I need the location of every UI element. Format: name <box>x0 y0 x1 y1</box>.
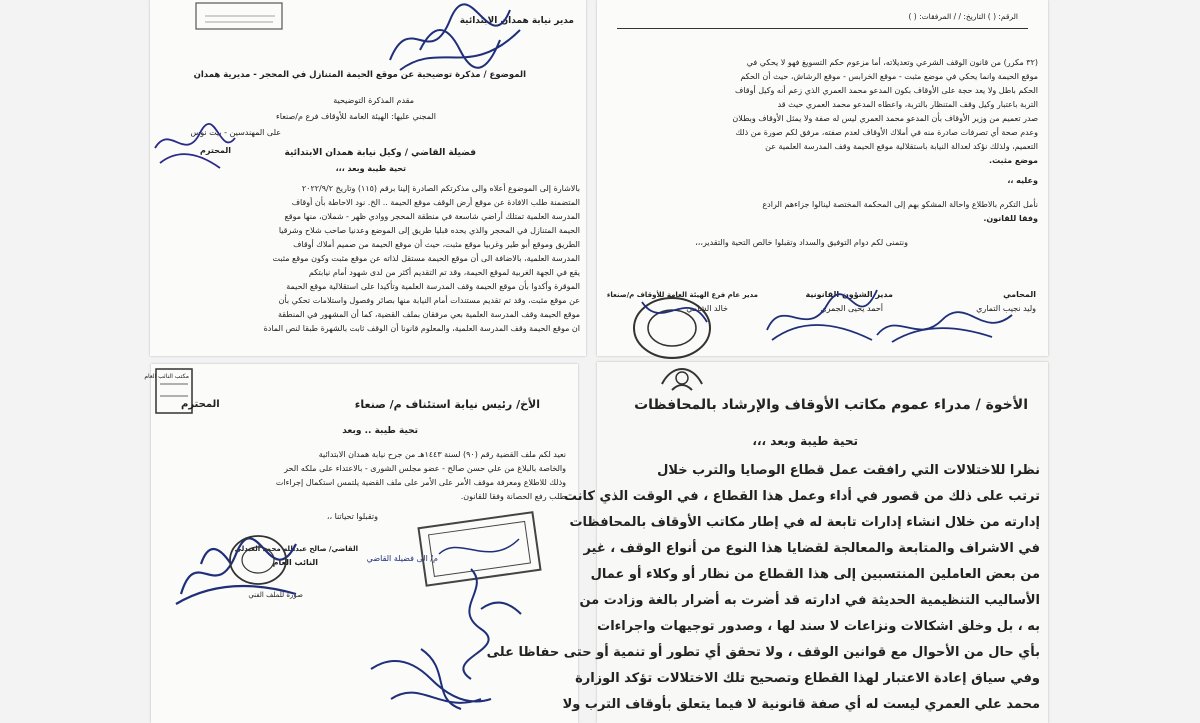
official-seal-stamp <box>223 530 293 590</box>
body-line: صدر تعميم من وزير الأوقاف بأن المدعو محمد العمري ليس له صفة ولا يمثل الأوقاف وبطلان <box>732 114 1038 123</box>
body-line: الموقرة وأكدوا بأن موقع الحيمة وقف المدرسة العلمية وتأكيدا على استقلالية موقع الحيمة <box>286 282 580 291</box>
greeting-line: تحية طيبة وبعد ،،، <box>752 434 858 448</box>
body-line: الحكم باطل ولا يعد حجة على الأوقاف بكون المدعو محمد العمري الذي زعم أنه وكيل أوقاف <box>735 86 1038 95</box>
body-line: المدرسة العلمية تمتلك أراضي شاسعة في منطقة المحجر ووادي ظهر - شملان، منها موقع <box>284 212 580 221</box>
signer-title: النائب العام <box>272 558 318 567</box>
emblem-icon <box>657 364 707 396</box>
body-line: إدارته من خلال انشاء إدارات تابعة له في إطار مكاتب الأوقاف بالمحافظات <box>569 515 1040 530</box>
header-reference-box <box>195 2 285 32</box>
respected-label: المحترم <box>200 146 231 155</box>
lawyer-name: وليد نجيب التماري <box>976 304 1036 313</box>
document-bottom-left <box>144 364 578 723</box>
signer-name: القاضي/ صالح عبدالله محمد العبدلي <box>234 545 358 553</box>
body-line: موضع مثبت. <box>989 156 1038 165</box>
document-top-right <box>597 0 1048 356</box>
body-line: نعيد لكم ملف القضية رقم (٩٠) لسنة ١٤٤٣هـ من جرح نيابة همدان الابتدائية <box>318 450 566 459</box>
body-line: عن موقع مثبت، وقد تم تقديم مستندات أمام النيابة منها بصائر وفصول واستلامات تحكي بأن <box>278 296 580 305</box>
respected-label: المحترم <box>181 399 220 410</box>
to-line: الأخ/ رئيس نيابة استئناف م/ صنعاء <box>354 398 540 411</box>
header-fields: الرقم: ( ) التاريخ: / / المرفقات: ( ) <box>908 12 1018 21</box>
lawyer-title: المحامي <box>1003 290 1036 299</box>
copy-to-line: صورة للملف الفني <box>248 591 303 599</box>
presenter-line: مقدم المذكرة التوضيحية <box>333 96 414 105</box>
handwritten-annotation <box>331 549 551 719</box>
body-line: وعدم صحة أي تصرفات صادرة منه في أملاك الأوقاف لعدم صفته، مرفق لكم صورة من ذلك <box>735 128 1038 137</box>
header-office: مدير نيابة همدان الابتدائية <box>459 16 574 26</box>
closing-line: وفقا للقانون. <box>983 214 1038 223</box>
greeting-line: تحية طيبة وبعد ،،، <box>335 164 406 173</box>
body-line: الحيمة المتنازل في المحجر والذي يحده قبليا طريق إلى الموضع وعدنيا صاحب شلاح وشرقيا <box>278 226 580 235</box>
body-line: طلب رفع الحصانة وفقا للقانون. <box>460 492 566 501</box>
handwritten-signature <box>150 118 240 178</box>
body-line: محمد علي العمري ليست له أي صفة قانونية لا فيما يتعلق بأوقاف الترب ولا <box>562 697 1040 712</box>
body-line: (٣٢ مكرر) من قانون الوقف الشرعي وتعديلاته، أما مزعوم حكم التسويغ فهو لا يحكي في <box>746 58 1038 67</box>
engineer-line: على المهندسين - بيت نوس <box>190 128 281 137</box>
subject-line: الموضوع / مذكرة توضيحية عن موقع الحيمة المتنازل في المحجر - مديرية همدان <box>193 70 526 80</box>
handwritten-signature <box>380 0 530 85</box>
body-line: وعليه ،، <box>1007 176 1038 185</box>
body-line: التربة باعتبار وكيل وقف المتنظار بالتربة، واعطاه المدعو محمد العمري حيث قد <box>777 100 1038 109</box>
body-line: موقع الحيمة وقف المدرسة العلمية بعي مرفقان بملف القضية، كما أن المشهور في المنطقة <box>277 310 580 319</box>
body-line: التعميم، ولذلك نؤكد لعدالة النيابة باستقلالية موقع الحيمة وقف المدرسة العلمية عن <box>765 142 1038 151</box>
body-line: يقع في الجهة الغربية لموقع الحيمة، وقد تم التقديم أكثر من لدى شهود أمام نيابتكم <box>308 268 580 277</box>
closing-line: وتقبلوا تحياتنا ،، <box>326 512 378 521</box>
body-line: به ، بل وخلق اشكالات ونزاعات لا سند لها ، وصدور توجيهات واجراءات <box>597 619 1040 634</box>
closing-line: نأمل التكرم بالاطلاع واحالة المشكو بهم إلى المحكمة المختصة لينالوا جزاءهم الرادع <box>762 200 1038 209</box>
body-line: المدرسة العلمية، بالاضافة الى أن موقع الحيمة مستقل لذاته عن موقع مثبت وكون موقع مثبت <box>272 254 580 263</box>
handwritten-signature <box>872 300 1022 350</box>
body-line: موقع الحيمة وانما يحكي في موضع مثبت - موقع الخرابس - موقع الرشاش، حيث أن الحكم <box>740 72 1038 81</box>
body-line: من بعض العاملين المنتسبين إلى هذا القطاع من نظار أو وكلاء أو عمال <box>590 567 1040 582</box>
body-line: الأساليب التنظيمية الحديثة في ادارته قد أضرت به أضرار بالغة وزادت من <box>579 593 1040 608</box>
official-seal-stamp <box>627 292 717 356</box>
handwritten-note: م/ الى فضيلة القاضي <box>366 554 438 563</box>
document-top-left <box>150 0 586 356</box>
body-line: ان موقع الحيمة وقف المدرسة العلمية، والمعلوم قانونا أن الوقف ثابت بالشهرة طبقا لنص المادة <box>263 324 580 333</box>
closing-line: ونتمنى لكم دوام التوفيق والسداد وتقبلوا خالص التحية والتقدير،،، <box>695 238 908 247</box>
body-line: في الاشراف والمتابعة والمعالجة لقضايا هذا النوع من أنواع الوقف ، غير <box>583 541 1040 556</box>
body-line: بالاشارة إلى الموضوع أعلاه والى مذكرتكم الصادرة إلينا برقم (١١٥) وتاريخ ٢٠٢٢/٩/٢ <box>301 184 580 193</box>
greeting-line: تحية طيبة .. وبعد <box>342 426 418 436</box>
body-line: ترتب على ذلك من قصور في أداء وعمل هذا القطاع ، في الوقت الذي كانت <box>563 489 1040 504</box>
addressee-line: فضيلة القاضي / وكيل نيابة همدان الابتدائية <box>284 148 476 158</box>
legal-name: أحمد يحيى الجمري <box>820 304 883 313</box>
handwritten-signature <box>757 280 887 350</box>
body-line: المتضمنة طلب الافادة عن موقع أرض الوقف موقع الحيمة .. الخ. نود الاحاطة بأن أوقاف <box>291 198 580 207</box>
director-name: خالد الشامي <box>686 304 728 313</box>
body-line: وفي سياق إعادة الاعتبار لهذا القطاع وتصحيح تلك الاختلالات تؤكد الوزارة <box>575 671 1040 686</box>
body-line: والخاصة بالبلاغ من علي حسن صالح - عضو مجلس الشورى - بالاعتداء على ملكه الحر <box>284 464 566 473</box>
body-line: نظرا للاختلالات التي رافقت عمل قطاع الوصايا والترب خلال <box>657 463 1040 478</box>
to-line: الأخوة / مدراء عموم مكاتب الأوقاف والإرشاد بالمحافظات <box>634 397 1028 413</box>
against-line: المجني عليها: الهيئة العامة للأوقاف فرع م/صنعاء <box>276 112 436 121</box>
legal-title: مدير الشؤون القانونية <box>805 290 893 299</box>
body-line: بأي حال من الأحوال مع قوانين الوقف ، ولا تحقق أي تطور أو تنمية أو حتى حفاظا على <box>486 645 1040 660</box>
stamp-text: مكتب النائب العام <box>144 373 189 380</box>
director-title: مدير عام فرع الهيئة العامة للأوقاف م/صنعاء <box>606 291 758 299</box>
body-line: وذلك للاطلاع ومعرفة موقف الأمر على الأمر على ملف القضية يلتمس استكمال إجراءات <box>275 478 566 487</box>
body-line: الطريق وموقع أبو طير وغربيا موقع مثبت، حيث أن موقع الحيمة من صميم أملاك أوقاف <box>293 240 580 249</box>
